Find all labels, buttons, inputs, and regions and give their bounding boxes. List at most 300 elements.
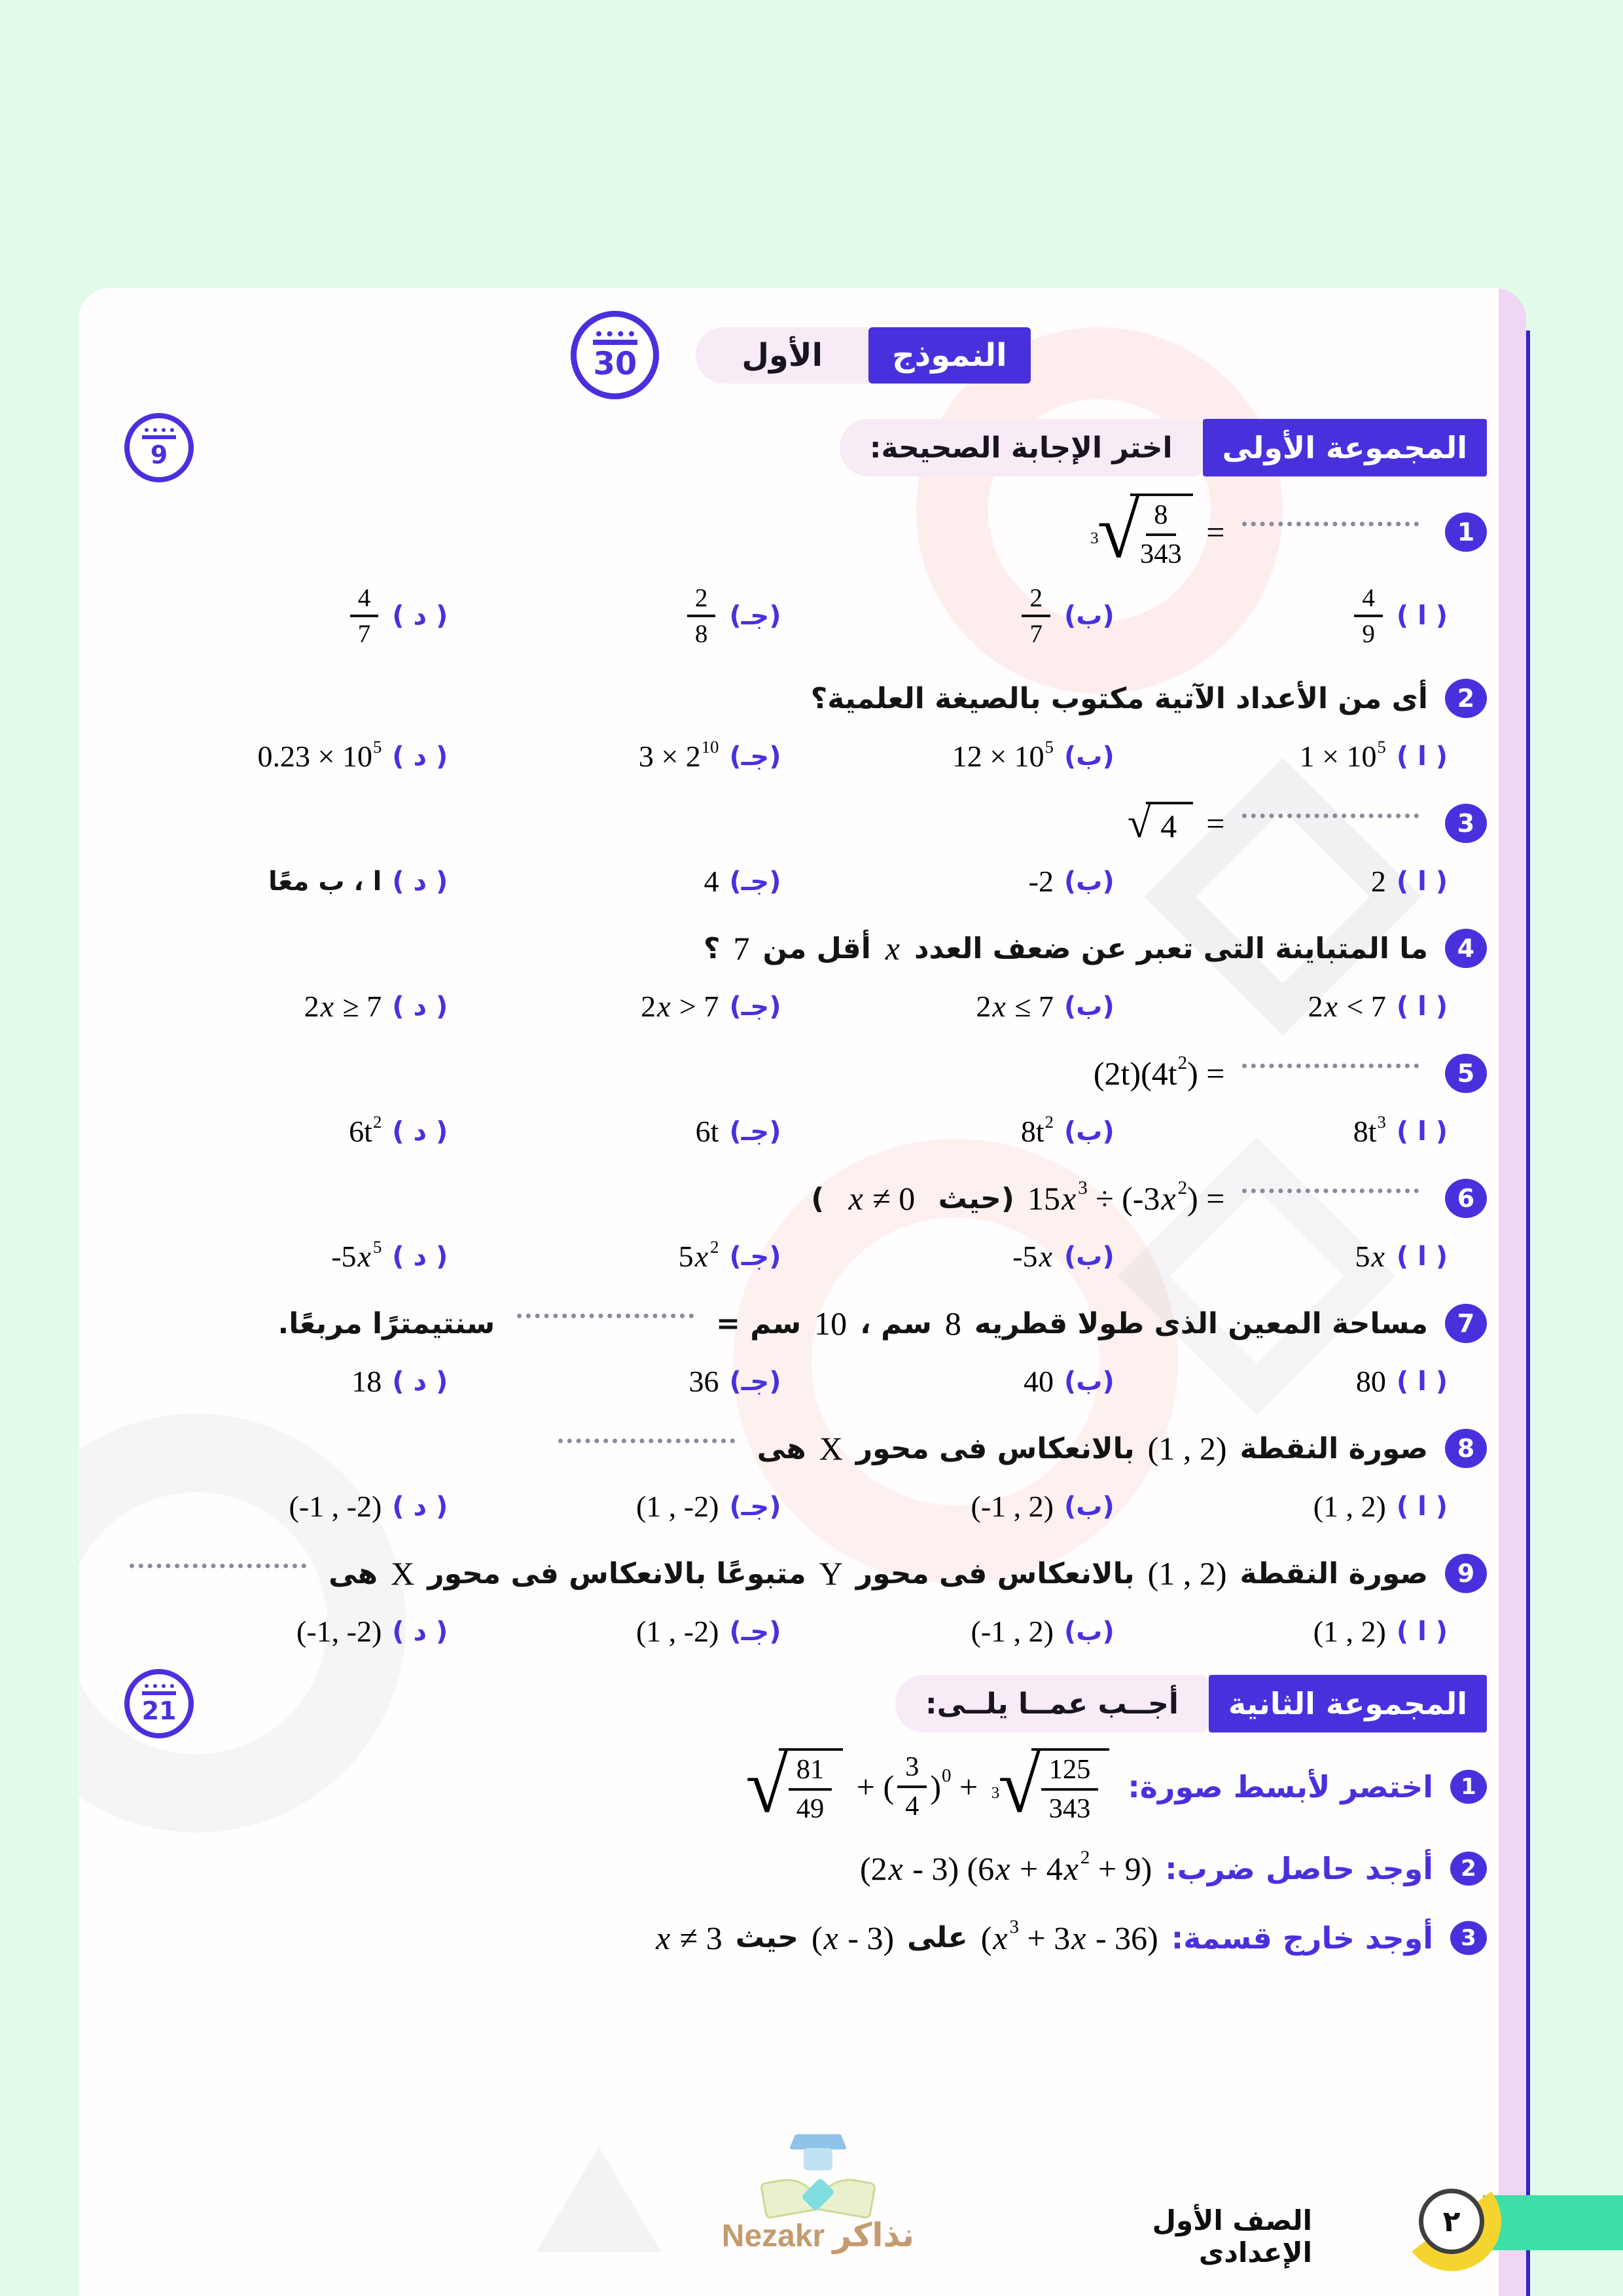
math-expression: 10: [814, 1305, 847, 1342]
math-expression: x: [885, 930, 900, 967]
option-a: [1115, 584, 1448, 649]
math-expression: 1 × 10 5: [1299, 736, 1386, 774]
option-d: [115, 1364, 448, 1399]
options-row: [115, 1111, 1487, 1149]
question-2: [115, 671, 1487, 774]
options-row: [115, 1364, 1487, 1399]
question-9: [115, 1546, 1487, 1649]
option-a: [1115, 1111, 1448, 1149]
math-expression: 4: [704, 865, 719, 899]
question-number-badge: 4: [1445, 929, 1487, 968]
option-c: [448, 989, 781, 1024]
option-b: [781, 1364, 1115, 1399]
question-row: [115, 796, 1487, 851]
math-expression: Y: [819, 1555, 843, 1592]
option-d: [115, 736, 448, 774]
options-row: [115, 1489, 1487, 1524]
math-expression: [1351, 584, 1386, 649]
math-expression: -5 x: [1012, 1240, 1052, 1274]
option-label: ( ا ): [1396, 1241, 1448, 1272]
option-a: [1115, 736, 1448, 774]
math-expression: x ≠ 0: [848, 1180, 916, 1217]
model-title-boxes: [696, 327, 1030, 384]
option-label: ( د ): [392, 991, 448, 1022]
option-label: ( ا ): [1396, 601, 1448, 632]
math-expression: 8t 2: [1020, 1111, 1054, 1149]
option-label: (جـ): [729, 741, 781, 772]
question-stem: [115, 1054, 1428, 1092]
math-expression: X: [391, 1555, 415, 1592]
math-expression: 7: [733, 930, 750, 967]
footer-teal-bar: [1483, 2195, 1623, 2250]
question-row: [115, 1421, 1487, 1476]
option-label: (ب): [1063, 601, 1115, 632]
option-label: ( ا ): [1396, 741, 1448, 772]
question-number-badge: 3: [1445, 804, 1487, 843]
options-row: [115, 1614, 1487, 1649]
question-stem: [115, 1847, 1433, 1888]
option-value: [257, 736, 382, 774]
fraction: $\frac{8}{343}$: [1140, 499, 1182, 569]
option-c: [448, 584, 781, 649]
math-expression: (-1 , 2): [971, 1615, 1054, 1649]
option-value: [636, 1489, 719, 1524]
math-expression: [508, 1321, 703, 1326]
option-value: [351, 1364, 382, 1399]
option-value: [641, 989, 719, 1024]
total-score-circle: [571, 311, 659, 399]
math-expression: (2t)(4t 2 ) =: [1094, 1054, 1428, 1092]
option-label: (جـ): [729, 991, 781, 1022]
option-label: (جـ): [729, 1241, 781, 1272]
question-number-badge: 1: [1450, 1770, 1487, 1804]
option-value: [971, 1489, 1054, 1524]
option-value: [976, 989, 1054, 1024]
question-1: [115, 489, 1487, 649]
question-row: [115, 1171, 1487, 1226]
option-label: (جـ): [729, 1366, 781, 1397]
question-row: [115, 1842, 1487, 1895]
option-label: (ب): [1063, 1616, 1115, 1647]
math-expression: 8: [944, 1305, 961, 1342]
option-value: [678, 1236, 719, 1274]
math-expression: x ≠ 3: [656, 1919, 722, 1956]
score-value: 21: [141, 1696, 177, 1726]
question-text: على: [907, 1921, 968, 1955]
option-label: ( د ): [392, 601, 448, 632]
answer-blank: [517, 1314, 694, 1318]
option-b: [781, 1614, 1115, 1649]
question-lead-text: أوجد خارج قسمة:: [1171, 1920, 1433, 1956]
question-row: [115, 1546, 1487, 1601]
option-label: (جـ): [729, 866, 781, 897]
question-text: أى من الأعداد الآتية مكتوب بالصيغة العلمية؟: [810, 681, 1428, 715]
option-a: [1115, 1489, 1448, 1524]
option-label: (ب): [1063, 1116, 1115, 1147]
question-6: [115, 1171, 1487, 1274]
option-label: ( ا ): [1396, 991, 1448, 1022]
fraction: $\frac{125}{343}$: [1041, 1754, 1099, 1824]
option-value: [1024, 1364, 1054, 1399]
math-expression: [549, 1446, 744, 1451]
math-expression: -2: [1028, 865, 1054, 899]
option-b: [781, 584, 1115, 649]
question-stem: [115, 1554, 1428, 1592]
math-expression: 3 × 2 10: [638, 736, 719, 774]
watermark-triangle: [537, 2147, 661, 2251]
math-expression: (1 , 2): [1147, 1430, 1227, 1467]
question-stem: [115, 1429, 1428, 1467]
options-row: [115, 864, 1487, 899]
question-row: [115, 1912, 1487, 1964]
option-value: [1020, 1111, 1054, 1149]
score-dotted-line: [145, 1684, 174, 1688]
option-value: [347, 584, 382, 649]
answer-blank: [130, 1564, 306, 1568]
question-text: صورة النقطة: [1240, 1556, 1428, 1590]
option-value: [1356, 1364, 1386, 1399]
question-3: [115, 796, 1487, 899]
math-expression: √ $\frac{81}{49}$ + ( $\frac{3}{4}$ ) 0 + 3 √ $\frac{125}{343}$: [740, 1748, 1115, 1825]
math-expression: 15 x 3 ÷ (-3 x 2 ) =: [1027, 1179, 1428, 1217]
question-4: [115, 921, 1487, 1024]
math-expression: 0.23 × 10 5: [257, 736, 382, 774]
score-dotted-line: [596, 331, 635, 336]
question-text: أقل من: [762, 931, 871, 965]
score-dotted-line: [145, 428, 174, 432]
option-a: [1115, 1364, 1448, 1399]
option-label: ( د ): [392, 1366, 448, 1397]
option-label: (جـ): [729, 1616, 781, 1647]
option-label: (ب): [1063, 1241, 1115, 1272]
option-value: [1353, 1111, 1386, 1149]
score-solid-line: [142, 435, 176, 439]
math-expression: 5 x 2: [678, 1236, 719, 1274]
math-expression: (1 , -2): [635, 1490, 719, 1524]
math-expression: [347, 584, 382, 649]
math-expression: 6t 2: [349, 1111, 382, 1149]
exam-page-card: [79, 288, 1526, 2296]
question-text: صورة النقطة: [1240, 1431, 1428, 1465]
question-lead-text: أوجد حاصل ضرب:: [1165, 1850, 1433, 1886]
math-expression: (-1, -2): [296, 1615, 382, 1649]
group1-subtitle-box: اختر الإجابة الصحيحة:: [840, 419, 1203, 476]
option-label: (ب): [1063, 1366, 1115, 1397]
option-label: ( ا ): [1396, 1116, 1448, 1147]
option-label: ( ا ): [1396, 1491, 1448, 1522]
group2-title-box: المجموعة الثانية: [1209, 1675, 1487, 1732]
question-number-badge: 7: [1445, 1304, 1487, 1343]
math-expression: (-1 , 2): [971, 1490, 1054, 1524]
option-d: [115, 989, 448, 1024]
option-c: [448, 1364, 781, 1399]
fraction: $\frac{4}{9}$: [1354, 584, 1383, 649]
model-header: [115, 311, 1487, 399]
math-expression: 2 x > 7: [641, 990, 719, 1024]
option-b: [781, 1111, 1115, 1149]
question-stem: [115, 682, 1428, 715]
option-value: [289, 1489, 382, 1524]
question-text: بالانعكاس فى محور: [855, 1556, 1135, 1590]
option-d: [115, 1236, 448, 1274]
score-solid-line: [593, 340, 637, 345]
option-b: [781, 864, 1115, 899]
option-b: [781, 1239, 1115, 1274]
math-expression: 2 x ≥ 7: [304, 990, 382, 1024]
option-label: (جـ): [729, 1491, 781, 1522]
question-number-badge: 3: [1450, 1921, 1487, 1955]
math-expression: (2 x - 3) (6 x + 4 x 2 + 9): [859, 1847, 1152, 1887]
math-expression: 5 x: [1355, 1240, 1385, 1274]
option-label: ( د ): [392, 1491, 448, 1522]
math-expression: X: [819, 1430, 843, 1467]
option-value: [952, 736, 1054, 774]
answer-blank: [1242, 522, 1419, 526]
options-row: [115, 1236, 1487, 1274]
option-value: [638, 736, 719, 774]
math-expression: 12 × 10 5: [952, 736, 1054, 774]
math-expression: 2 x < 7: [1308, 990, 1386, 1024]
option-c: [448, 1614, 781, 1649]
logo-text-en: Nezakr: [721, 2219, 825, 2253]
question-text: ما المتباينة التى تعبر عن ضعف العدد: [914, 931, 1428, 965]
option-b: [781, 989, 1115, 1024]
grade-label: الصف الأول الإعدادى: [1152, 2204, 1312, 2269]
options-row: [115, 736, 1487, 774]
page-edge-line: [1526, 331, 1530, 2296]
question-text: سم ،: [860, 1306, 932, 1340]
option-b: [781, 1489, 1115, 1524]
question-stem: [115, 1179, 1428, 1217]
option-c: [448, 864, 781, 899]
math-expression: 18: [351, 1365, 382, 1399]
option-label: (ب): [1063, 1491, 1115, 1522]
option-c: [448, 736, 781, 774]
question-row: [115, 671, 1487, 726]
question-5: [115, 1046, 1487, 1149]
graduation-cap-base-icon: [804, 2148, 832, 2170]
option-label: ( ا ): [1396, 1616, 1448, 1647]
option-value: [1012, 1239, 1054, 1274]
question-text: ): [811, 1181, 834, 1215]
option-value: [268, 867, 382, 897]
fraction: $\frac{2}{7}$: [1022, 584, 1050, 649]
question-text: سنتيمترًا مربعًا.: [277, 1306, 495, 1340]
score-value: 30: [593, 345, 637, 382]
question-8: [115, 1421, 1487, 1524]
option-label: (جـ): [729, 601, 781, 632]
logo-text-ar: نذاكر: [832, 2216, 915, 2254]
math-expression: (1 , 2): [1313, 1615, 1386, 1649]
question-number-badge: 2: [1445, 679, 1487, 718]
option-value: [684, 584, 719, 649]
graduation-cap-icon: [789, 2134, 847, 2149]
option-value: [1018, 584, 1054, 649]
question-text: (حيث: [928, 1181, 1014, 1215]
group2-subtitle-box: أجــب عمــا يلــى:: [895, 1675, 1209, 1732]
group1-header: [115, 419, 1487, 476]
option-value: [349, 1111, 382, 1149]
math-expression: ( x - 3): [811, 1919, 895, 1956]
math-expression: 36: [688, 1365, 719, 1399]
math-expression: 80: [1355, 1365, 1386, 1399]
group2-score-badge: [124, 1669, 194, 1738]
option-value: [304, 989, 382, 1024]
question-7: [115, 1296, 1487, 1399]
nezakr-logo: [674, 2131, 962, 2254]
option-label: (جـ): [729, 1116, 781, 1147]
math-expression: (-1 , -2): [289, 1490, 382, 1524]
radical-icon: 3 √ $\frac{125}{343}$: [991, 1748, 1110, 1825]
option-label: ( د ): [392, 1616, 448, 1647]
option-label: (ب): [1063, 866, 1115, 897]
question-row: [115, 1744, 1487, 1829]
math-expression: ( x 3 + 3 x - 36): [980, 1916, 1158, 1956]
option-d: [115, 1614, 448, 1649]
question-row: [115, 921, 1487, 976]
nezakr-logo-icon: [762, 2131, 874, 2215]
option-value: [1355, 1239, 1385, 1274]
option-d: [115, 584, 448, 649]
math-expression: 8t 3: [1353, 1111, 1386, 1149]
math-expression: 2 x ≤ 7: [976, 990, 1054, 1024]
option-value: [636, 1614, 719, 1649]
option-c: [448, 1114, 781, 1149]
question-number-badge: 2: [1450, 1852, 1487, 1886]
answer-blank: [558, 1439, 735, 1443]
answer-blank: [1242, 1189, 1419, 1193]
option-value: [1351, 584, 1386, 649]
option-a: [1115, 864, 1448, 899]
question-number-badge: 8: [1445, 1429, 1487, 1468]
question-text: سم =: [716, 1306, 802, 1340]
math-expression: [684, 584, 719, 649]
radical-icon: √ 4: [1128, 802, 1193, 845]
question-1: [115, 1744, 1487, 1829]
option-value: [1371, 864, 1386, 899]
question-text: هى: [329, 1556, 378, 1590]
question-text: حيث: [735, 1921, 798, 1955]
question-row: [115, 1046, 1487, 1101]
math-expression: 3 √ $\frac{8}{343}$ =: [1085, 493, 1428, 571]
option-b: [781, 736, 1115, 774]
question-row: [115, 1296, 1487, 1351]
question-number-badge: 6: [1445, 1179, 1487, 1218]
question-number-badge: 9: [1445, 1554, 1487, 1593]
option-value: [331, 1236, 382, 1274]
options-row: [115, 989, 1487, 1024]
math-expression: (1 , 2): [1313, 1490, 1386, 1524]
option-value: [1313, 1489, 1386, 1524]
question-text: هى: [757, 1431, 806, 1465]
model-label-box: النموذج: [868, 327, 1031, 384]
option-value: [1313, 1614, 1386, 1649]
option-value: [1299, 736, 1386, 774]
math-expression: (1 , 2): [1147, 1555, 1227, 1592]
fraction: $\frac{3}{4}$: [897, 1751, 927, 1821]
math-expression: [1018, 584, 1054, 649]
total-score-badge: [571, 311, 659, 399]
option-label: ( ا ): [1396, 1366, 1448, 1397]
math-expression: 40: [1023, 1365, 1054, 1399]
question-stem: [115, 799, 1428, 847]
question-row: [115, 489, 1487, 574]
math-expression: [120, 1571, 315, 1576]
radical-icon: 3 √ $\frac{8}{343}$: [1090, 493, 1193, 571]
math-expression: 2: [1370, 865, 1386, 899]
question-3: [115, 1912, 1487, 1964]
group2-header: [115, 1675, 1487, 1732]
question-text: مساحة المعين الذى طولا قطريه: [974, 1306, 1428, 1340]
option-a: [1115, 1614, 1448, 1649]
radical-icon: √ $\frac{81}{49}$: [745, 1748, 843, 1825]
score-value: 9: [150, 440, 168, 469]
math-expression: -5 x 5: [331, 1236, 382, 1274]
question-stem: [115, 1916, 1433, 1957]
option-label: ( ا ): [1396, 866, 1448, 897]
option-d: [115, 867, 448, 897]
option-label: (ب): [1063, 991, 1115, 1022]
group1-score-badge: [124, 413, 194, 482]
option-value: [688, 1364, 719, 1399]
math-expression: (1 , -2): [635, 1615, 719, 1649]
option-value: [704, 864, 719, 899]
fraction: $\frac{81}{49}$: [789, 1754, 832, 1824]
question-stem: [115, 1744, 1433, 1829]
option-value: [296, 1614, 382, 1649]
question-stem: [115, 489, 1428, 574]
question-lead-text: اختصر لأبسط صورة:: [1128, 1768, 1433, 1804]
option-c: [448, 1236, 781, 1274]
answer-blank: [1242, 1064, 1419, 1068]
option-label: ( د ): [392, 1241, 448, 1272]
answer-blank: [1242, 814, 1419, 818]
option-d: [115, 1489, 448, 1524]
question-2: [115, 1842, 1487, 1895]
option-label: ( د ): [392, 741, 448, 772]
logo-text: [722, 2216, 914, 2254]
group2-questions: [115, 1744, 1487, 1964]
question-stem: [115, 929, 1428, 967]
question-text: ا ، ب معًا: [268, 866, 382, 897]
math-expression: √ 4 =: [1122, 802, 1428, 845]
score-solid-line: [142, 1691, 176, 1695]
option-label: ( د ): [392, 866, 448, 897]
question-number-badge: 1: [1445, 512, 1487, 552]
model-value-box: الأول: [696, 327, 868, 384]
option-c: [448, 1489, 781, 1524]
question-text: متبوعًا بالانعكاس فى محور: [427, 1556, 806, 1590]
math-expression: 6t: [695, 1115, 719, 1149]
option-value: [1029, 864, 1054, 899]
group1-title-box: المجموعة الأولى: [1203, 419, 1487, 476]
question-stem: [115, 1304, 1428, 1342]
fraction: $\frac{2}{8}$: [687, 584, 716, 649]
option-value: [1308, 989, 1386, 1024]
question-number-badge: 5: [1445, 1054, 1487, 1093]
option-d: [115, 1111, 448, 1149]
page-number: ٢: [1442, 2204, 1461, 2238]
page-number-badge: [1419, 2189, 1484, 2254]
option-a: [1115, 989, 1448, 1024]
option-value: [696, 1114, 719, 1149]
option-a: [1115, 1239, 1448, 1274]
option-value: [971, 1614, 1054, 1649]
options-row: [115, 584, 1487, 649]
option-label: ( د ): [392, 1116, 448, 1147]
fraction: $\frac{4}{7}$: [350, 584, 379, 649]
exam-content: [79, 288, 1526, 1964]
